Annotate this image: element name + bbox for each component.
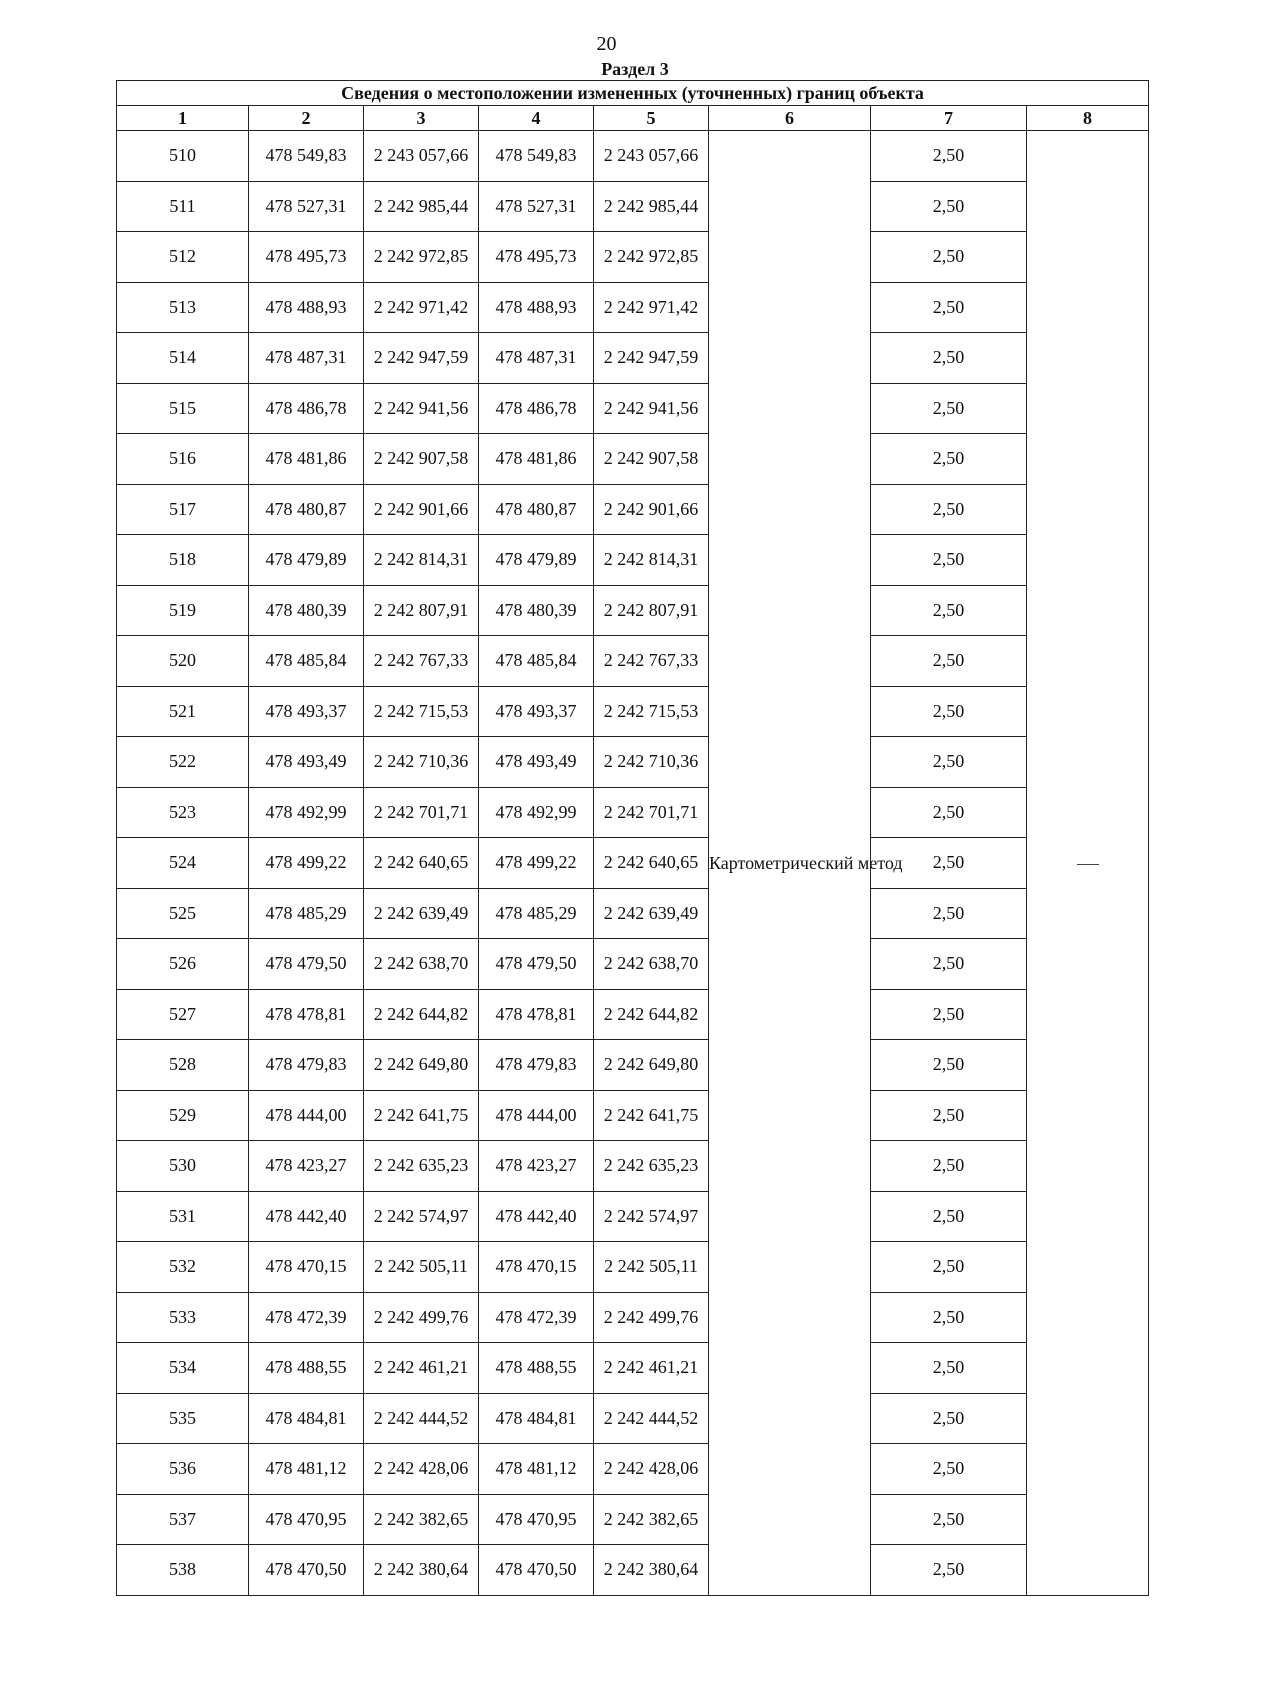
x-coord-cell: 478 485,29 xyxy=(249,888,364,939)
y-coord-cell: 2 242 499,76 xyxy=(594,1292,709,1343)
table-row xyxy=(117,737,1149,788)
y-coord-cell: 2 242 574,97 xyxy=(364,1191,479,1242)
x-coord-cell: 478 444,00 xyxy=(249,1090,364,1141)
x-coord-cell: 478 470,95 xyxy=(479,1494,594,1545)
point-number-cell: 518 xyxy=(117,535,249,586)
y-coord-cell: 2 242 428,06 xyxy=(364,1444,479,1495)
table-row xyxy=(117,1292,1149,1343)
table-row xyxy=(117,888,1149,939)
point-number-cell: 512 xyxy=(117,232,249,283)
x-coord-cell: 478 479,83 xyxy=(479,1040,594,1091)
column-header: 5 xyxy=(594,106,709,131)
table-row xyxy=(117,787,1149,838)
point-number-cell: 523 xyxy=(117,787,249,838)
y-coord-cell: 2 242 640,65 xyxy=(364,838,479,889)
point-number-cell: 517 xyxy=(117,484,249,535)
x-coord-cell: 478 488,55 xyxy=(479,1343,594,1394)
x-coord-cell: 478 485,84 xyxy=(249,636,364,687)
precision-cell: 2,50 xyxy=(871,1545,1027,1596)
y-coord-cell: 2 242 644,82 xyxy=(594,989,709,1040)
y-coord-cell: 2 242 807,91 xyxy=(364,585,479,636)
y-coord-cell: 2 242 640,65 xyxy=(594,838,709,889)
column-header: 8 xyxy=(1027,106,1149,131)
precision-cell: 2,50 xyxy=(871,939,1027,990)
x-coord-cell: 478 479,50 xyxy=(479,939,594,990)
x-coord-cell: 478 481,12 xyxy=(479,1444,594,1495)
x-coord-cell: 478 488,55 xyxy=(249,1343,364,1394)
x-coord-cell: 478 480,39 xyxy=(249,585,364,636)
table-row xyxy=(117,1343,1149,1394)
table-row xyxy=(117,484,1149,535)
x-coord-cell: 478 499,22 xyxy=(249,838,364,889)
y-coord-cell: 2 242 635,23 xyxy=(364,1141,479,1192)
x-coord-cell: 478 479,89 xyxy=(249,535,364,586)
x-coord-cell: 478 472,39 xyxy=(479,1292,594,1343)
y-coord-cell: 2 242 639,49 xyxy=(364,888,479,939)
x-coord-cell: 478 442,40 xyxy=(249,1191,364,1242)
y-coord-cell: 2 242 715,53 xyxy=(594,686,709,737)
y-coord-cell: 2 242 972,85 xyxy=(364,232,479,283)
x-coord-cell: 478 549,83 xyxy=(479,131,594,182)
x-coord-cell: 478 470,15 xyxy=(479,1242,594,1293)
y-coord-cell: 2 242 505,11 xyxy=(364,1242,479,1293)
point-number-cell: 519 xyxy=(117,585,249,636)
y-coord-cell: 2 242 639,49 xyxy=(594,888,709,939)
y-coord-cell: 2 242 382,65 xyxy=(364,1494,479,1545)
table-row xyxy=(117,282,1149,333)
y-coord-cell: 2 242 814,31 xyxy=(364,535,479,586)
x-coord-cell: 478 481,12 xyxy=(249,1444,364,1495)
precision-cell: 2,50 xyxy=(871,787,1027,838)
table-row xyxy=(117,1494,1149,1545)
precision-cell: 2,50 xyxy=(871,1393,1027,1444)
table-row xyxy=(117,686,1149,737)
precision-cell: 2,50 xyxy=(871,888,1027,939)
x-coord-cell: 478 442,40 xyxy=(479,1191,594,1242)
table-row xyxy=(117,939,1149,990)
table-row xyxy=(117,1444,1149,1495)
table-row xyxy=(117,1393,1149,1444)
y-coord-cell: 2 242 710,36 xyxy=(364,737,479,788)
precision-cell: 2,50 xyxy=(871,535,1027,586)
y-coord-cell: 2 242 941,56 xyxy=(594,383,709,434)
table-row xyxy=(117,1090,1149,1141)
table-row xyxy=(117,1040,1149,1091)
table-row xyxy=(117,585,1149,636)
column-header: 2 xyxy=(249,106,364,131)
y-coord-cell: 2 242 901,66 xyxy=(364,484,479,535)
point-number-cell: 516 xyxy=(117,434,249,485)
table-caption: Сведения о местоположении измененных (уточненных) границ объекта xyxy=(117,81,1149,106)
point-number-cell: 526 xyxy=(117,939,249,990)
y-coord-cell: 2 242 971,42 xyxy=(594,282,709,333)
y-coord-cell: 2 242 907,58 xyxy=(594,434,709,485)
x-coord-cell: 478 486,78 xyxy=(249,383,364,434)
precision-cell: 2,50 xyxy=(871,838,1027,889)
precision-cell: 2,50 xyxy=(871,1191,1027,1242)
precision-cell: 2,50 xyxy=(871,1343,1027,1394)
table-row xyxy=(117,383,1149,434)
point-number-cell: 535 xyxy=(117,1393,249,1444)
column-header: 7 xyxy=(871,106,1027,131)
y-coord-cell: 2 242 505,11 xyxy=(594,1242,709,1293)
precision-cell: 2,50 xyxy=(871,181,1027,232)
y-coord-cell: 2 242 644,82 xyxy=(364,989,479,1040)
x-coord-cell: 478 488,93 xyxy=(479,282,594,333)
x-coord-cell: 478 481,86 xyxy=(249,434,364,485)
x-coord-cell: 478 444,00 xyxy=(479,1090,594,1141)
dash-mark xyxy=(1077,864,1099,865)
table-row xyxy=(117,1191,1149,1242)
point-number-cell: 514 xyxy=(117,333,249,384)
y-coord-cell: 2 242 649,80 xyxy=(594,1040,709,1091)
y-coord-cell: 2 242 461,21 xyxy=(594,1343,709,1394)
point-number-cell: 530 xyxy=(117,1141,249,1192)
y-coord-cell: 2 242 428,06 xyxy=(594,1444,709,1495)
x-coord-cell: 478 480,87 xyxy=(249,484,364,535)
x-coord-cell: 478 470,95 xyxy=(249,1494,364,1545)
y-coord-cell: 2 242 382,65 xyxy=(594,1494,709,1545)
y-coord-cell: 2 242 901,66 xyxy=(594,484,709,535)
x-coord-cell: 478 478,81 xyxy=(249,989,364,1040)
table-row xyxy=(117,131,1149,182)
x-coord-cell: 478 487,31 xyxy=(249,333,364,384)
table-row xyxy=(117,333,1149,384)
x-coord-cell: 478 527,31 xyxy=(249,181,364,232)
table-row xyxy=(117,181,1149,232)
y-coord-cell: 2 242 947,59 xyxy=(364,333,479,384)
precision-cell: 2,50 xyxy=(871,484,1027,535)
x-coord-cell: 478 492,99 xyxy=(479,787,594,838)
y-coord-cell: 2 243 057,66 xyxy=(594,131,709,182)
x-coord-cell: 478 493,37 xyxy=(479,686,594,737)
x-coord-cell: 478 495,73 xyxy=(479,232,594,283)
y-coord-cell: 2 242 814,31 xyxy=(594,535,709,586)
y-coord-cell: 2 242 767,33 xyxy=(364,636,479,687)
x-coord-cell: 478 493,37 xyxy=(249,686,364,737)
precision-cell: 2,50 xyxy=(871,1141,1027,1192)
y-coord-cell: 2 242 971,42 xyxy=(364,282,479,333)
y-coord-cell: 2 242 767,33 xyxy=(594,636,709,687)
x-coord-cell: 478 492,99 xyxy=(249,787,364,838)
precision-cell: 2,50 xyxy=(871,636,1027,687)
precision-cell: 2,50 xyxy=(871,1494,1027,1545)
y-coord-cell: 2 242 947,59 xyxy=(594,333,709,384)
x-coord-cell: 478 423,27 xyxy=(479,1141,594,1192)
precision-cell: 2,50 xyxy=(871,131,1027,182)
point-number-cell: 524 xyxy=(117,838,249,889)
precision-cell: 2,50 xyxy=(871,1444,1027,1495)
x-coord-cell: 478 479,89 xyxy=(479,535,594,586)
x-coord-cell: 478 485,29 xyxy=(479,888,594,939)
x-coord-cell: 478 499,22 xyxy=(479,838,594,889)
x-coord-cell: 478 470,50 xyxy=(249,1545,364,1596)
x-coord-cell: 478 487,31 xyxy=(479,333,594,384)
x-coord-cell: 478 479,50 xyxy=(249,939,364,990)
precision-cell: 2,50 xyxy=(871,333,1027,384)
precision-cell: 2,50 xyxy=(871,1040,1027,1091)
column-header-row xyxy=(117,106,1149,131)
point-number-cell: 521 xyxy=(117,686,249,737)
column-header: 3 xyxy=(364,106,479,131)
point-number-cell: 515 xyxy=(117,383,249,434)
point-number-cell: 529 xyxy=(117,1090,249,1141)
column-header: 1 xyxy=(117,106,249,131)
column-header: 6 xyxy=(709,106,871,131)
y-coord-cell: 2 242 701,71 xyxy=(594,787,709,838)
y-coord-cell: 2 242 641,75 xyxy=(364,1090,479,1141)
x-coord-cell: 478 527,31 xyxy=(479,181,594,232)
y-coord-cell: 2 242 380,64 xyxy=(364,1545,479,1596)
y-coord-cell: 2 242 638,70 xyxy=(364,939,479,990)
y-coord-cell: 2 242 972,85 xyxy=(594,232,709,283)
table-row xyxy=(117,232,1149,283)
precision-cell: 2,50 xyxy=(871,1242,1027,1293)
point-number-cell: 538 xyxy=(117,1545,249,1596)
point-number-cell: 522 xyxy=(117,737,249,788)
x-coord-cell: 478 480,87 xyxy=(479,484,594,535)
x-coord-cell: 478 480,39 xyxy=(479,585,594,636)
y-coord-cell: 2 242 649,80 xyxy=(364,1040,479,1091)
table-row xyxy=(117,434,1149,485)
x-coord-cell: 478 488,93 xyxy=(249,282,364,333)
point-number-cell: 513 xyxy=(117,282,249,333)
precision-cell: 2,50 xyxy=(871,585,1027,636)
x-coord-cell: 478 484,81 xyxy=(249,1393,364,1444)
precision-cell: 2,50 xyxy=(871,383,1027,434)
point-number-cell: 528 xyxy=(117,1040,249,1091)
y-coord-cell: 2 242 380,64 xyxy=(594,1545,709,1596)
precision-cell: 2,50 xyxy=(871,1292,1027,1343)
column-header: 4 xyxy=(479,106,594,131)
point-number-cell: 510 xyxy=(117,131,249,182)
precision-cell: 2,50 xyxy=(871,434,1027,485)
coordinates-table xyxy=(116,80,1149,1596)
point-number-cell: 537 xyxy=(117,1494,249,1545)
note-cell xyxy=(1027,131,1149,1596)
table-row xyxy=(117,838,1149,889)
table-row xyxy=(117,989,1149,1040)
y-coord-cell: 2 242 807,91 xyxy=(594,585,709,636)
x-coord-cell: 478 495,73 xyxy=(249,232,364,283)
y-coord-cell: 2 242 907,58 xyxy=(364,434,479,485)
x-coord-cell: 478 484,81 xyxy=(479,1393,594,1444)
table-row xyxy=(117,1242,1149,1293)
x-coord-cell: 478 479,83 xyxy=(249,1040,364,1091)
x-coord-cell: 478 485,84 xyxy=(479,636,594,687)
x-coord-cell: 478 493,49 xyxy=(249,737,364,788)
table-body xyxy=(117,131,1149,1596)
page-number: 20 xyxy=(596,33,617,55)
y-coord-cell: 2 242 574,97 xyxy=(594,1191,709,1242)
table-row xyxy=(117,535,1149,586)
point-number-cell: 527 xyxy=(117,989,249,1040)
x-coord-cell: 478 493,49 xyxy=(479,737,594,788)
x-coord-cell: 478 470,50 xyxy=(479,1545,594,1596)
y-coord-cell: 2 243 057,66 xyxy=(364,131,479,182)
point-number-cell: 536 xyxy=(117,1444,249,1495)
y-coord-cell: 2 242 444,52 xyxy=(364,1393,479,1444)
x-coord-cell: 478 486,78 xyxy=(479,383,594,434)
point-number-cell: 531 xyxy=(117,1191,249,1242)
precision-cell: 2,50 xyxy=(871,737,1027,788)
x-coord-cell: 478 478,81 xyxy=(479,989,594,1040)
table-row xyxy=(117,636,1149,687)
precision-cell: 2,50 xyxy=(871,686,1027,737)
point-number-cell: 511 xyxy=(117,181,249,232)
y-coord-cell: 2 242 710,36 xyxy=(594,737,709,788)
x-coord-cell: 478 549,83 xyxy=(249,131,364,182)
y-coord-cell: 2 242 638,70 xyxy=(594,939,709,990)
method-cell: Картометрический метод xyxy=(709,131,871,1596)
point-number-cell: 520 xyxy=(117,636,249,687)
y-coord-cell: 2 242 499,76 xyxy=(364,1292,479,1343)
x-coord-cell: 478 423,27 xyxy=(249,1141,364,1192)
y-coord-cell: 2 242 461,21 xyxy=(364,1343,479,1394)
y-coord-cell: 2 242 985,44 xyxy=(594,181,709,232)
x-coord-cell: 478 470,15 xyxy=(249,1242,364,1293)
x-coord-cell: 478 472,39 xyxy=(249,1292,364,1343)
table-row xyxy=(117,1141,1149,1192)
y-coord-cell: 2 242 635,23 xyxy=(594,1141,709,1192)
point-number-cell: 534 xyxy=(117,1343,249,1394)
y-coord-cell: 2 242 701,71 xyxy=(364,787,479,838)
table-row xyxy=(117,1545,1149,1596)
y-coord-cell: 2 242 715,53 xyxy=(364,686,479,737)
precision-cell: 2,50 xyxy=(871,989,1027,1040)
section-title: Раздел 3 xyxy=(601,59,669,79)
y-coord-cell: 2 242 641,75 xyxy=(594,1090,709,1141)
y-coord-cell: 2 242 444,52 xyxy=(594,1393,709,1444)
point-number-cell: 525 xyxy=(117,888,249,939)
y-coord-cell: 2 242 985,44 xyxy=(364,181,479,232)
precision-cell: 2,50 xyxy=(871,1090,1027,1141)
point-number-cell: 533 xyxy=(117,1292,249,1343)
y-coord-cell: 2 242 941,56 xyxy=(364,383,479,434)
precision-cell: 2,50 xyxy=(871,282,1027,333)
point-number-cell: 532 xyxy=(117,1242,249,1293)
x-coord-cell: 478 481,86 xyxy=(479,434,594,485)
precision-cell: 2,50 xyxy=(871,232,1027,283)
